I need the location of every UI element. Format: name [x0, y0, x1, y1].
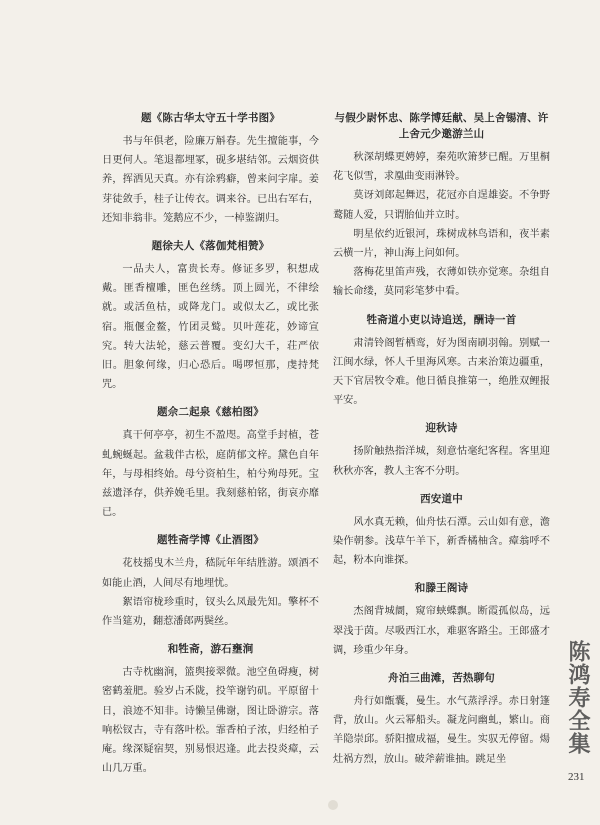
- poem-section: [102, 641, 319, 778]
- poem-title: 题佘二起泉《慈柏图》: [157, 406, 264, 419]
- poem-title: 西安道中: [420, 492, 463, 505]
- poem-text: 絮语帘栊珍重时，钗头么凤最先知。擎杯不作当筵劝，翻惹潘郎两鬓丝。: [102, 596, 319, 628]
- poem-body: [333, 334, 550, 411]
- poem-title: 和滕王阁诗: [414, 582, 469, 595]
- poem-text: 明星依约近银河，珠树成林鸟语和，夜半素云横一片，神山海上问如何。: [333, 228, 550, 260]
- page-number: 231: [568, 771, 585, 783]
- poem-text: 风水真无赖，仙舟怯石潭。云山如有意，澹染作朝参。浅草午羊下，新香橘柚含。瘴翁呼不起，粉本向谁探。: [333, 516, 550, 567]
- poem-section: [333, 420, 550, 480]
- poem-text: 古寺枕幽涧，篮舆接翠微。池空鱼碍瘦，树密鹤羞肥。验岁占禾陇，投竿谢钓矶。平原留十日，浪迹不知非。诗懒呈佛谢，图让卧游宗。落响松钗古，寺有落叶松。霏香柏子浓，归经柏子庵。缘深疑宿契，别易恨迟逢。此去投炎瘴，云山几万重。: [102, 667, 319, 775]
- poem-section: [333, 491, 550, 571]
- poem-text: 真干何亭亭，初生不盈咫。高堂手封植，苍虬蜿蜒起。盆栽伴古松，庭荫郁文梓。黛色自年年，与母相终始。母兮资柏生，柏兮殉母死。宝兹遗泽存，供养娩毛里。我刻慈柏铭，街哀亦靡已。: [102, 430, 319, 519]
- poem-title: 迎秋诗: [425, 422, 458, 435]
- poem-title: 牲斋道小吏以诗追送，酬诗一首: [366, 313, 517, 326]
- poem-title: 和牲斋，游石壅涧: [167, 643, 254, 656]
- poem-body: [333, 442, 550, 480]
- poem-section: [333, 580, 550, 660]
- poem-section: [333, 312, 550, 411]
- poem-body: [333, 602, 550, 660]
- poem-text: 杰阁背城阛，窥帘蛱蝶飘。断霞孤似岛，远翠浅于茵。尽吸西江水，难驱客路尘。王郎盛才调，珍重少年身。: [333, 606, 550, 656]
- poem-section: [102, 110, 319, 228]
- poem-text: 秋深胡蝶更娉婷，秦苑吹箫梦已醒。万里桐花飞似雪，求凰曲变雨淋铃。: [333, 152, 550, 183]
- poem-text: 落梅花里笛声残，衣薄如铁亦觉寒。杂组自输长命缕，莫同彩笔梦中看。: [333, 267, 550, 298]
- poem-text: 一品夫人，富贵长寿。修证多罗，积想成戴。匪香檀雕，匪色丝绣。顶上圆光，不律绘就。或活鱼枯，或降龙门。或似太乙，或比张宿。瓶偃金鳌，竹团灵鹫。贝叶莲花，妙谛宣究。转大法轮，慈云普覆。变幻大千，荘严依旧。胆象何缘，归心恐后。喝啰恒那，虔持梵咒。: [102, 264, 319, 391]
- poem-section: [333, 110, 550, 302]
- poem-body: [102, 132, 319, 228]
- side-collection-title: 陈鸿寿全集: [565, 640, 591, 755]
- page-stain-mark: [328, 800, 338, 810]
- poem-body: [333, 513, 550, 571]
- right-column: [333, 104, 550, 779]
- poem-text: 舟行如甑囊，曼生。水气蒸浮浮。赤日射篷背，放山。火云幂船头。凝龙问幽虬，繁山。商羊隐崇邱。骄阳擅成福，曼生。实驭无停留。煬灶祸方烈，放山。破斧薪谁抽。跳足坐: [333, 696, 550, 765]
- poem-body: [102, 260, 319, 394]
- poem-title: 题《陈古华太守五十学书图》: [140, 112, 281, 124]
- poem-section: [102, 404, 319, 522]
- poem-text: 莫讶刘郎起舞迟，花冠亦自逞雄姿。不争野鹜随人爱，只谓胎仙并立时。: [333, 190, 550, 221]
- poem-body: [102, 554, 319, 631]
- poem-title: 题徐夫人《落伽梵相赞》: [151, 240, 270, 253]
- left-column: [102, 104, 319, 788]
- poem-title: 舟泊三曲滩，苦热聊句: [388, 672, 495, 685]
- poem-title: 题牲斋学博《止酒图》: [157, 534, 264, 547]
- poem-text: 肃清铃阁暂栖鸾，好为图南刷羽翰。别赋一江闽水绿，怀人千里海风寒。古来治策边疆重，天下官居牧令难。他日循良推第一，绝胜双鲤报平安。: [333, 337, 550, 407]
- poem-text: 花枝摇曳木兰舟，嵇阮年年结胜游。颂酒不如能止酒，人间尽有地埋忧。: [102, 558, 319, 589]
- poem-section: [333, 670, 550, 769]
- poem-body: [333, 692, 550, 769]
- poem-body: [333, 148, 550, 302]
- poem-title: 与假少尉怀忠、陈学博廷献、吴上舍锡清、许上舍元少邀游兰山: [334, 112, 549, 140]
- poem-text: 扬阶触热指洋城，刻意怙毫纪客程。客里迎秋秋亦客，教人主客不分明。: [333, 446, 550, 477]
- poem-body: [102, 663, 319, 778]
- poem-section: [102, 532, 319, 631]
- poem-text: 书与年俱老，险廉万斛春。先生擅能事，今日更何人。笔退都埋冢，砚多堪结邻。云烟资供养，挥洒见天真。亦有涂鸦癖，曾来问字扉。姜芽徒敛手，桂子让传衣。调来谷。已出右军右，还知非翁非。笼鹅应不少，一棹鉴湖归。: [102, 136, 319, 224]
- poem-body: [102, 426, 319, 522]
- poem-section: [102, 238, 319, 394]
